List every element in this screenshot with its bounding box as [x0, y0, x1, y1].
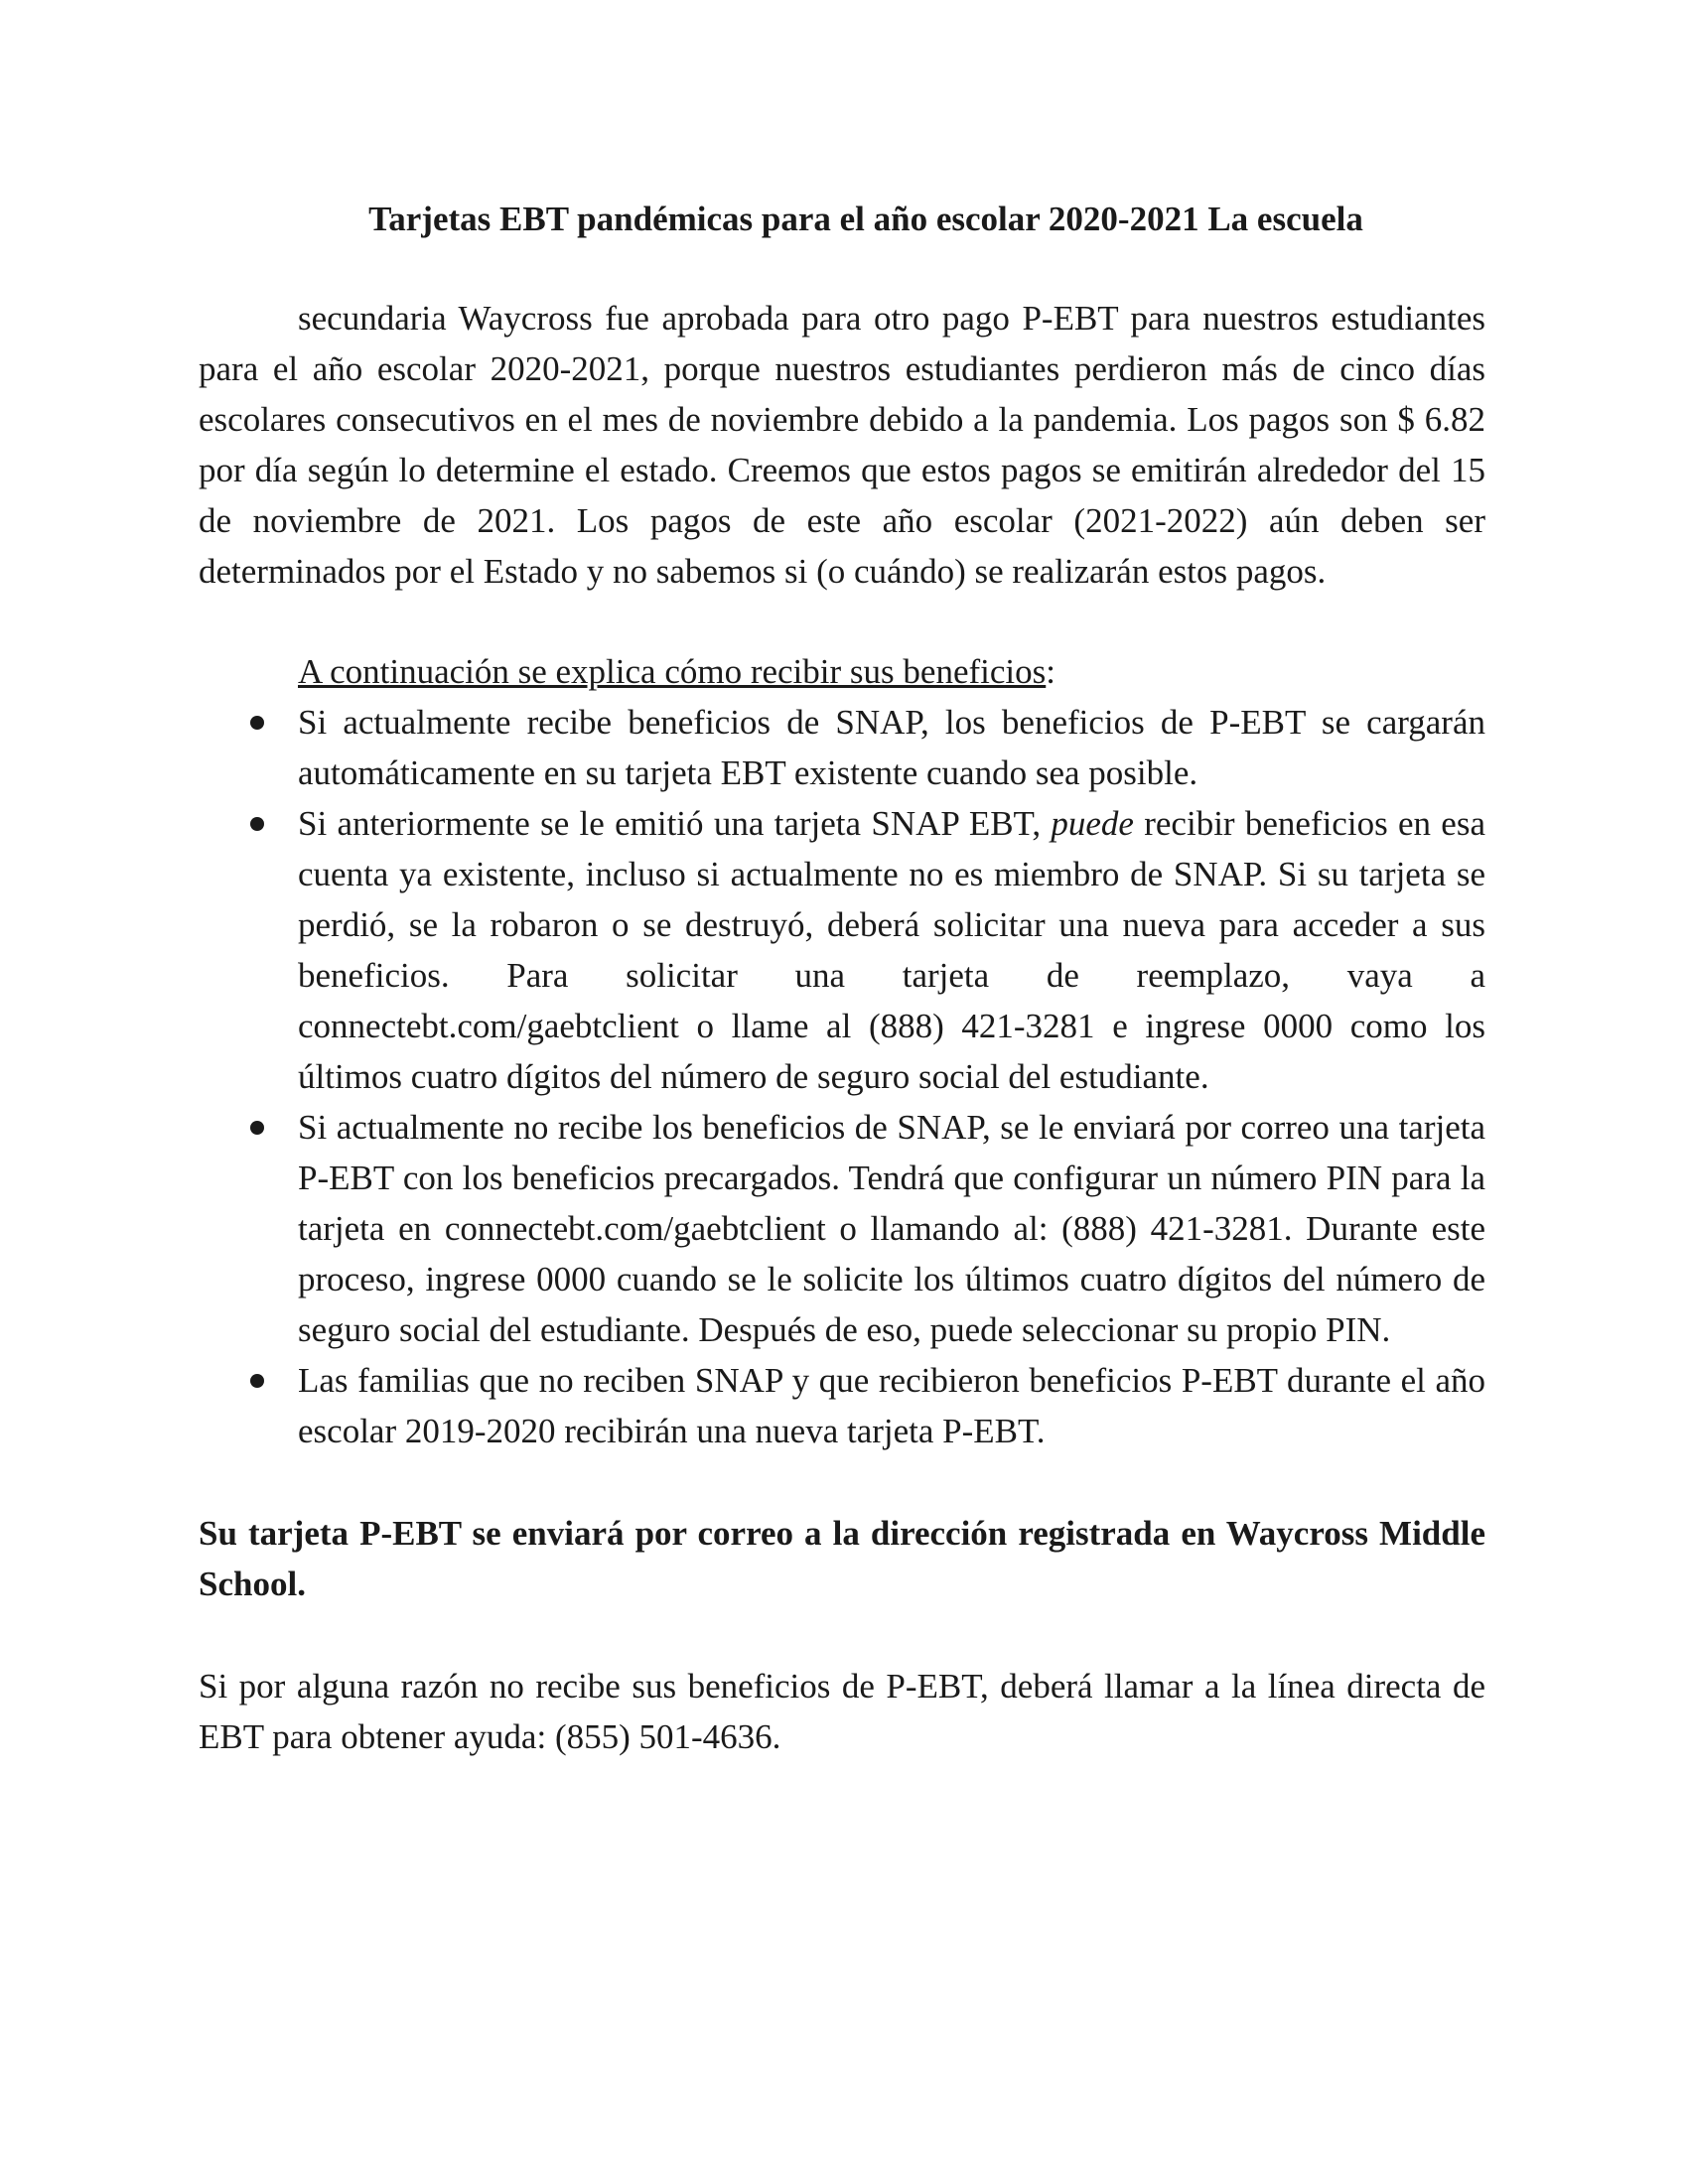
document-page [199, 194, 1485, 1762]
list-item [199, 697, 1485, 798]
benefits-intro-heading: A continuación se explica cómo recibir sus beneficios [298, 652, 1047, 691]
list-item-text-end: recibir beneficios en esa cuenta ya existente, incluso si actualmente no es miembro de SNAP. Si su tarjeta se perdió, se la robaron o se destruyó, deberá solicitar una nueva para acceder a sus beneficios. Para solicitar una tarjeta de reemplazo, vaya a connectebt.com/gaebtclient o llame al (888) 421-3281 e ingrese 0000 como los últimos cuatro dígitos del número de seguro social del estudiante. [298, 804, 1485, 1096]
list-item-emphasis: puede [1051, 804, 1134, 843]
bullet-icon [250, 817, 264, 831]
bullet-icon [250, 1374, 264, 1388]
benefits-intro [298, 646, 1485, 697]
bullet-icon [250, 716, 264, 730]
list-item [199, 798, 1485, 1102]
list-item-text: Si actualmente recibe beneficios de SNAP, los beneficios de P-EBT se cargarán automáticamente en su tarjeta EBT existente cuando sea posible. [298, 703, 1485, 792]
document-title: Tarjetas EBT pandémicas para el año escolar 2020-2021 La escuela [368, 200, 1363, 238]
list-item-text-start: Si anteriormente se le emitió una tarjeta SNAP EBT, [298, 804, 1052, 843]
list-item-text: Si actualmente no recibe los beneficios de SNAP, se le enviará por correo una tarjeta P-EBT con los beneficios precargados. Tendrá que configurar un número PIN para la tarjeta en connectebt.com/gaebtclient o llamando al: (888) 421-3281. Durante este proceso, ingrese 0000 cuando se le solicite los últimos cuatro dígitos del número de seguro social del estudiante. Después de eso, puede seleccionar su propio PIN. [298, 1108, 1485, 1349]
list-item [199, 1355, 1485, 1456]
intro-paragraph: secundaria Waycross fue aprobada para otro pago P-EBT para nuestros estudiantes para el año escolar 2020-2021, porque nuestros estudiantes perdieron más de cinco días escolares consecutivos en el mes de noviembre debido a la pandemia. Los pagos son $ 6.82 por día según lo determine el estado. Creemos que estos pagos se emitirán alrededor del 15 de noviembre de 2021. Los pagos de este año escolar (2021-2022) aún deben ser determinados por el Estado y no sabemos si (o cuándo) se realizarán estos pagos. [199, 299, 1485, 591]
list-item [199, 1102, 1485, 1355]
list-item-text: Las familias que no reciben SNAP y que recibieron beneficios P-EBT durante el año escolar 2019-2020 recibirán una nueva tarjeta P-EBT. [298, 1361, 1485, 1450]
benefits-intro-colon: : [1046, 652, 1055, 691]
closing-paragraph: Si por alguna razón no recibe sus beneficios de P-EBT, deberá llamar a la línea directa de EBT para obtener ayuda: (855) 501-4636. [199, 1667, 1485, 1756]
mailing-notice: Su tarjeta P-EBT se enviará por correo a la dirección registrada en Waycross Middle School. [199, 1514, 1485, 1603]
benefits-list [199, 697, 1485, 1456]
bullet-icon [250, 1121, 264, 1135]
